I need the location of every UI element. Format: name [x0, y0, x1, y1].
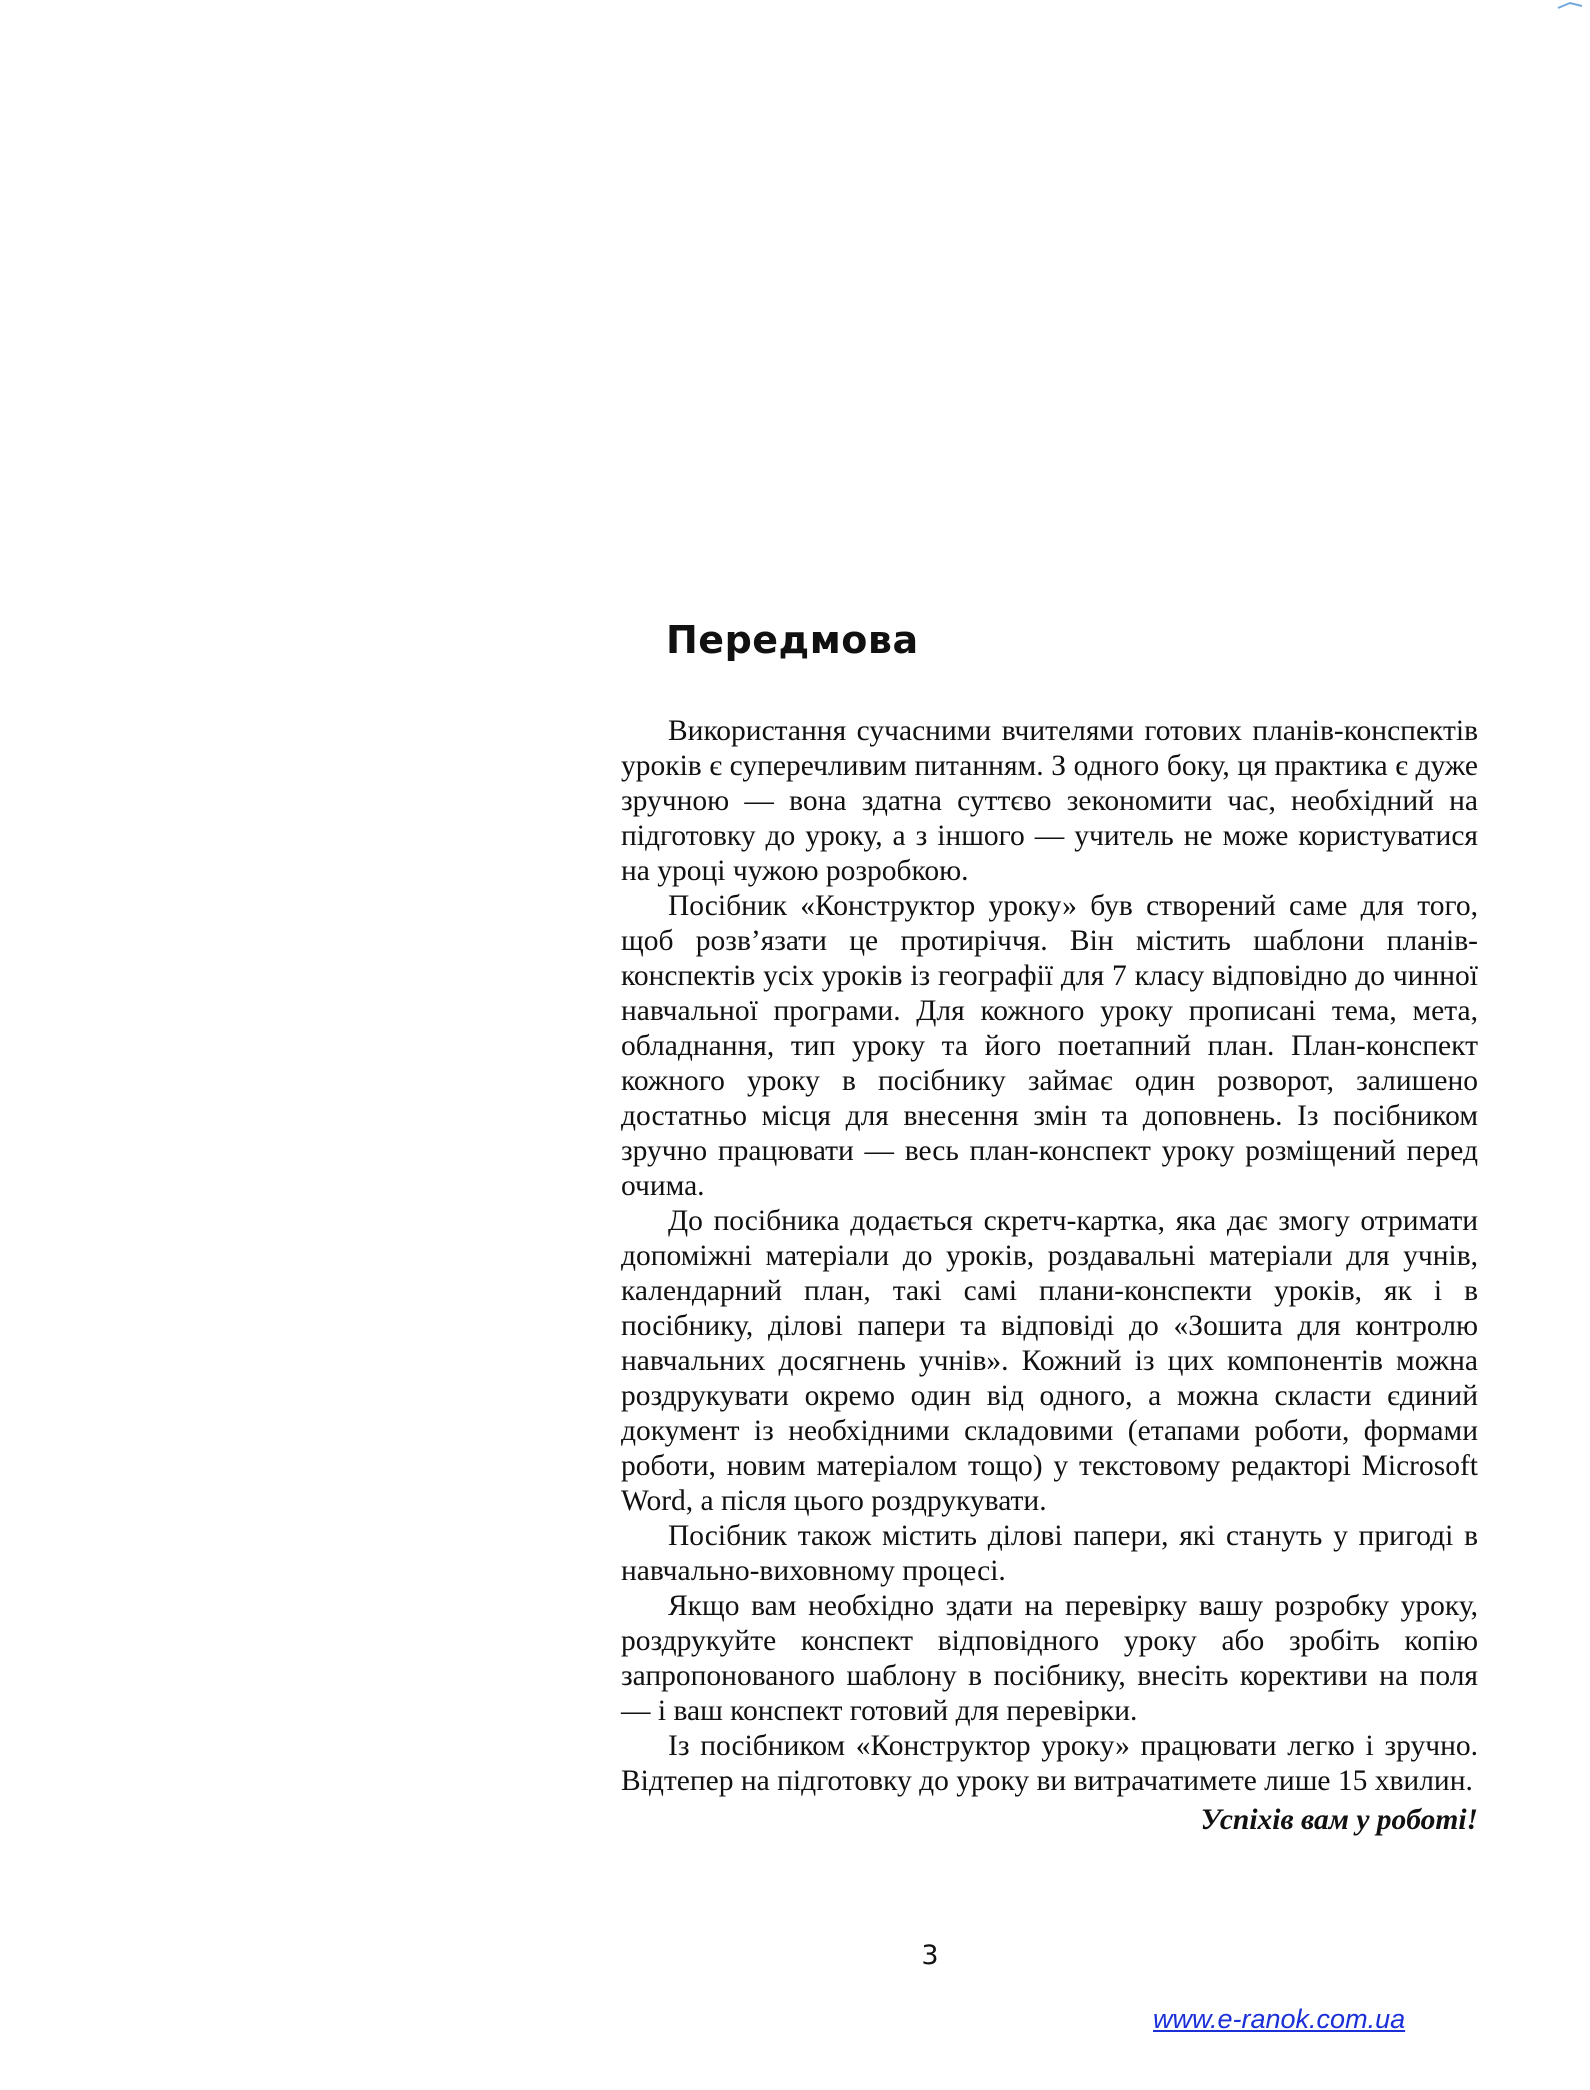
- preface-body: [621, 714, 1478, 1838]
- paragraph-4: Посібник також містить ділові папери, які стануть у пригоді в навчально-виховному процесі.: [621, 1520, 1478, 1587]
- paragraph-5: Якщо вам необхідно здати на перевірку вашу розробку уроку, роздрукуйте конспект відповідного уроку або зробіть копію запропонованого шаблону в посібнику, внесіть корективи на поля — і ваш конспект готовий для перевірки.: [621, 1590, 1478, 1727]
- paragraph-6: Із посібником «Конструктор уроку» працювати легко і зручно. Відтепер на підготовку до уроку ви витрачатимете лише 15 хвилин.: [621, 1730, 1478, 1797]
- page-number: 3: [921, 1940, 939, 1971]
- paragraph-2: Посібник «Конструктор уроку» був створений саме для того, щоб розв’язати це протиріччя. Він містить шаблони планів-конспектів усіх уроків із географії для 7 класу відповідно до чинної навчальної програми. Для кожного уроку прописані тема, мета, обладнання, тип уроку та його поетапний план. План-конспект кожного уроку в посібнику займає один розворот, залишено достатньо місця для внесення змін та доповнень. Із посібником зручно працювати — весь план-конспект уроку розміщений перед очима.: [621, 890, 1478, 1202]
- paragraph-1: Використання сучасними вчителями готових планів-конспектів уроків є суперечливим питанням. З одного боку, ця практика є дуже зручною — вона здатна суттєво зекономити час, необхідний на підготовку до уроку, а з іншого — учитель не може користуватися на уроці чужою розробкою.: [621, 715, 1478, 887]
- publisher-website-link[interactable]: www.e-ranok.com.ua: [1153, 2004, 1406, 2034]
- paragraph-3: До посібника додається скретч-картка, яка дає змогу отримати допоміжні матеріали до уроків, роздавальні матеріали для учнів, календарний план, такі самі плани-конспекти уроків, як і в посібнику, ділові папери та відповіді до «Зошита для контролю навчальних досягнень учнів». Кожний із цих компонентів можна роздрукувати окремо один від одного, а можна скласти єдиний документ із необхідними складовими (етапами роботи, формами роботи, новим матеріалом тощо) у текстовому редакторі Microsoft Word, а після цього роздрукувати.: [621, 1205, 1478, 1517]
- corner-scan-mark-icon: [1556, 0, 1584, 10]
- page-title: Передмова: [666, 618, 919, 662]
- signoff: Успіхів вам у роботі!: [1200, 1804, 1478, 1836]
